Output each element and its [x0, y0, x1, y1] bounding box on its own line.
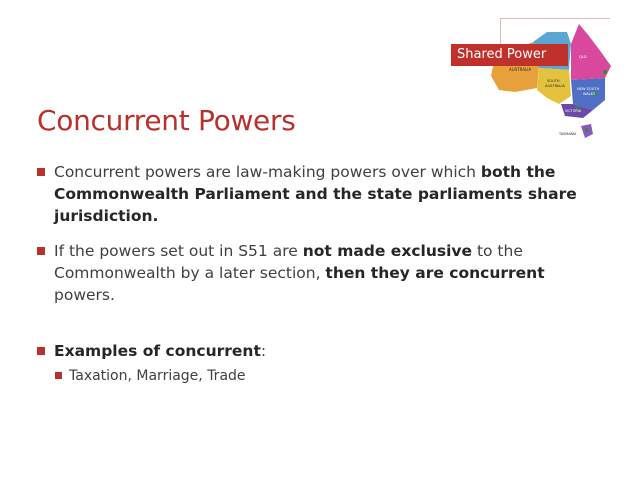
- bullet-text: [54, 240, 597, 306]
- slide-title: Concurrent Powers: [37, 104, 296, 137]
- svg-text:AUSTRALIA: AUSTRALIA: [545, 84, 565, 88]
- bold-text-run: Examples of concurrent: [54, 342, 261, 360]
- text-run: :: [260, 342, 267, 360]
- bullet-text: [54, 340, 597, 362]
- svg-text:SOUTH: SOUTH: [547, 79, 560, 83]
- bullet-item: [37, 161, 597, 227]
- svg-text:WALES: WALES: [583, 92, 596, 96]
- sub-bullet-item: [55, 366, 246, 386]
- sub-bullet-text: Taxation, Marriage, Trade: [69, 368, 246, 384]
- svg-text:TASMANIA: TASMANIA: [559, 132, 577, 136]
- text-run: powers.: [54, 286, 115, 304]
- bold-text-run: not made exclusive: [302, 242, 473, 260]
- bullet-square-icon: [37, 168, 45, 176]
- text-run: to the Commonwealth by a later section,: [54, 242, 523, 282]
- bullet-text: [54, 161, 597, 227]
- svg-text:VICTORIA: VICTORIA: [565, 109, 582, 113]
- bold-text-run: then they are concurrent: [325, 264, 545, 282]
- bold-text-run: both the Commonwealth Parliament and the state parliaments share jurisdiction.: [54, 163, 577, 225]
- australia-map-image: [455, 18, 627, 143]
- bullet-square-icon: [37, 247, 45, 255]
- text-run: Concurrent powers are law-making powers over which: [54, 163, 481, 181]
- bullet-square-icon: [37, 347, 45, 355]
- bullet-item: [37, 240, 597, 306]
- svg-text:AUSTRALIA: AUSTRALIA: [509, 67, 532, 72]
- svg-text:QLD: QLD: [579, 55, 587, 59]
- bullet-item: [37, 340, 597, 362]
- sub-bullet-square-icon: [55, 372, 62, 379]
- text-run: If the powers set out in S51 are: [54, 242, 303, 260]
- shared-power-badge: Shared Power: [451, 44, 568, 66]
- svg-text:NEW SOUTH: NEW SOUTH: [577, 87, 600, 91]
